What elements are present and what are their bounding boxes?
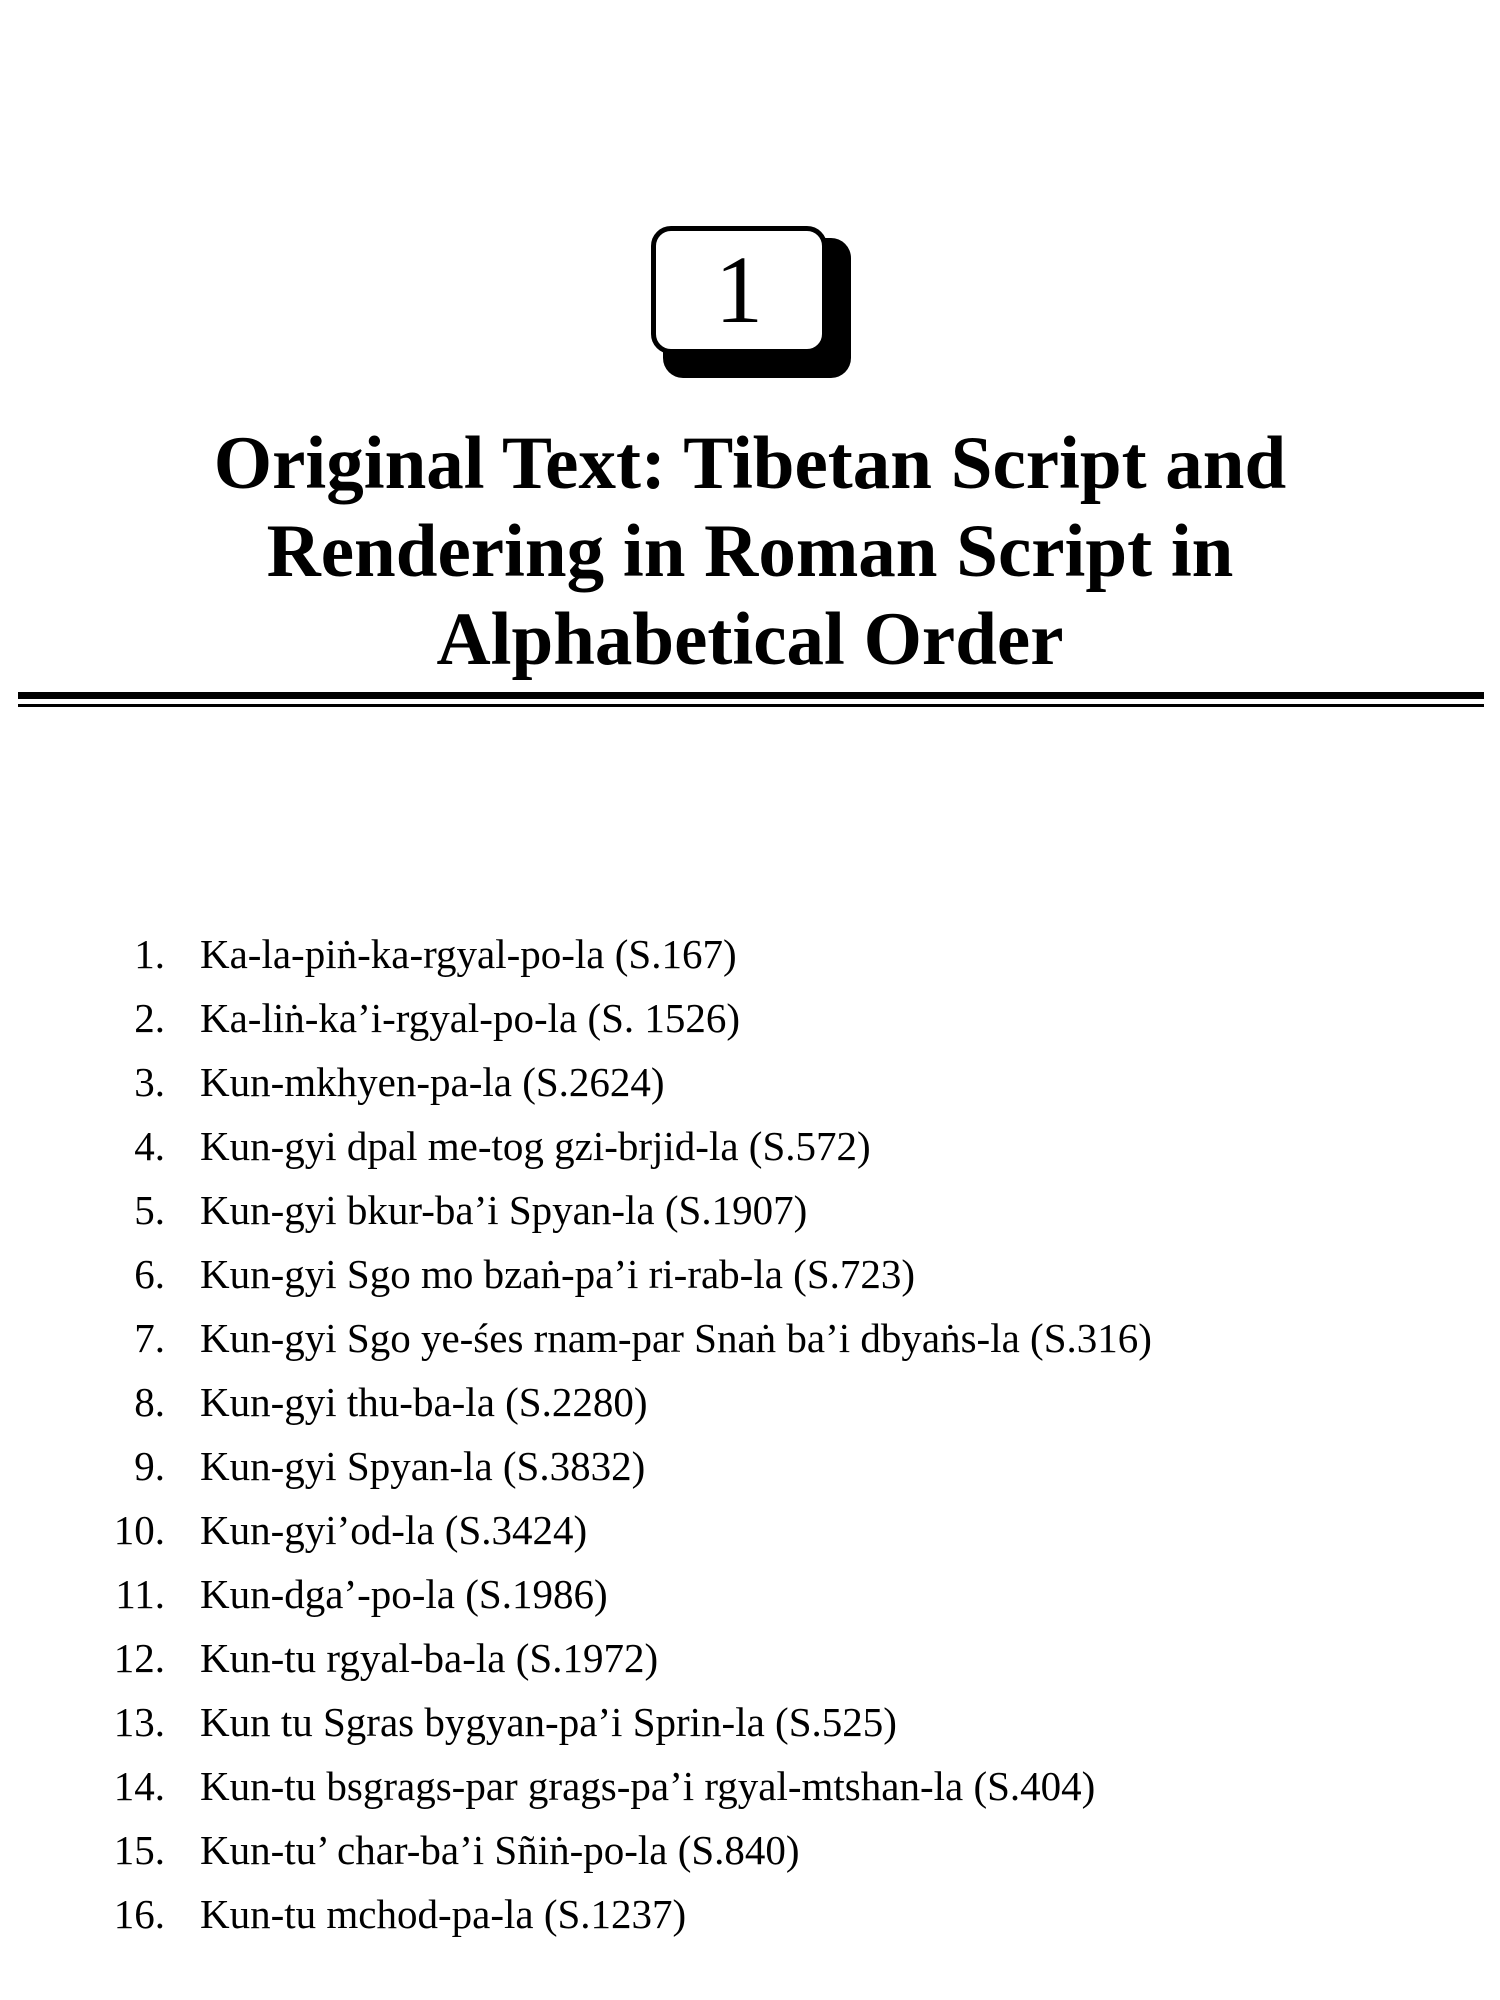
entry-number: 11.: [115, 1571, 165, 1617]
entry-number: 8.: [134, 1379, 165, 1425]
list-item: [0, 994, 1500, 1058]
list-item: [0, 1762, 1500, 1826]
entry-text: Kun-tu’ char-ba’i Sñiṅ-po-la (S.840): [200, 1827, 800, 1873]
entry-number: 1.: [134, 931, 165, 977]
entry-number: 3.: [134, 1059, 165, 1105]
entry-text: Kun-gyi Sgo ye-śes rnam-par Snaṅ ba’i dbyaṅs-la (S.316): [200, 1315, 1152, 1361]
entry-number: 16.: [113, 1891, 165, 1937]
entry-text: Kun-gyi thu-ba-la (S.2280): [200, 1379, 648, 1425]
entry-text: Kun-tu rgyal-ba-la (S.1972): [200, 1635, 659, 1681]
list-item: [0, 1890, 1500, 1954]
entry-text: Kun-gyi dpal me-tog gzi-brjid-la (S.572): [200, 1123, 871, 1169]
entry-text: Kun-gyi’od-la (S.3424): [200, 1507, 588, 1553]
entry-number: 2.: [134, 995, 165, 1041]
entry-number: 12.: [113, 1635, 165, 1681]
list-item: [0, 1698, 1500, 1762]
list-item: [0, 1826, 1500, 1890]
list-item: [0, 930, 1500, 994]
entry-text: Kun-tu bsgrags-par grags-pa’i rgyal-mtshan-la (S.404): [200, 1763, 1096, 1809]
title-rule-thick: [18, 692, 1484, 699]
chapter-box: [651, 226, 827, 354]
entry-number: 6.: [134, 1251, 165, 1297]
chapter-number: 1: [715, 236, 763, 343]
list-item: [0, 1058, 1500, 1122]
entry-number: 15.: [113, 1827, 165, 1873]
list-item: [0, 1442, 1500, 1506]
chapter-number-box: [651, 226, 851, 378]
list-item: [0, 1122, 1500, 1186]
entry-number: 5.: [134, 1187, 165, 1233]
title-rule-thin: [18, 704, 1484, 707]
entry-text: Kun tu Sgras bygyan-pa’i Sprin-la (S.525): [200, 1699, 897, 1745]
chapter-title-line-3: Alphabetical Order: [436, 598, 1064, 681]
chapter-title-line-2: Rendering in Roman Script in: [266, 510, 1234, 593]
entry-text: Kun-mkhyen-pa-la (S.2624): [200, 1059, 665, 1105]
entry-number: 10.: [113, 1507, 165, 1553]
list-item: [0, 1314, 1500, 1378]
entry-text: Kun-gyi bkur-ba’i Spyan-la (S.1907): [200, 1187, 808, 1233]
entry-number: 7.: [134, 1315, 165, 1361]
entry-text: Ka-la-piṅ-ka-rgyal-po-la (S.167): [200, 931, 737, 977]
entry-text: Kun-gyi Spyan-la (S.3832): [200, 1443, 646, 1489]
chapter-title-line-1: Original Text: Tibetan Script and: [213, 422, 1287, 505]
list-item: [0, 1250, 1500, 1314]
list-item: [0, 1506, 1500, 1570]
entry-number: 9.: [134, 1443, 165, 1489]
list-item: [0, 1634, 1500, 1698]
list-item: [0, 1378, 1500, 1442]
entry-number: 13.: [113, 1699, 165, 1745]
list-item: [0, 1570, 1500, 1634]
entry-text: Kun-tu mchod-pa-la (S.1237): [200, 1891, 687, 1937]
entry-number: 4.: [134, 1123, 165, 1169]
chapter-title: [0, 420, 1500, 684]
list-item: [0, 1186, 1500, 1250]
entry-number: 14.: [113, 1763, 165, 1809]
entry-text: Ka-liṅ-ka’i-rgyal-po-la (S. 1526): [200, 995, 741, 1041]
entry-text: Kun-gyi Sgo mo bzaṅ-pa’i ri-rab-la (S.723): [200, 1251, 916, 1297]
entry-text: Kun-dga’-po-la (S.1986): [200, 1571, 608, 1617]
entry-list: [0, 930, 1500, 1954]
